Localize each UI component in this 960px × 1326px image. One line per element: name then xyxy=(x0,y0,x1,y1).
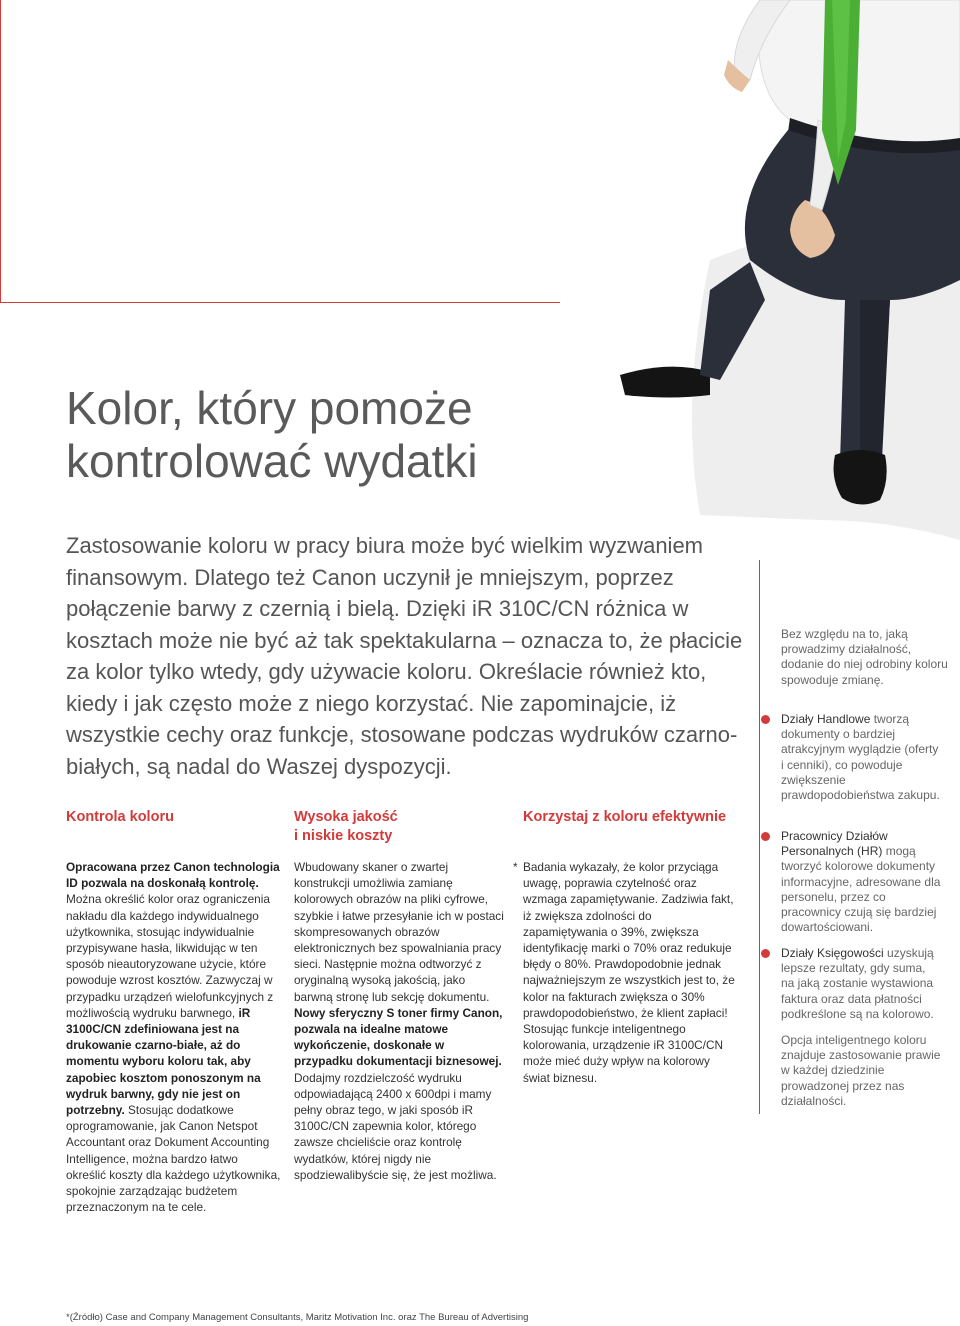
sidebar-intro: Bez względu na to, jaką prowadzimy działalność, dodanie do niej odrobiny koloru spowoduje zmianę. xyxy=(781,627,948,687)
bullet-icon xyxy=(761,715,770,724)
column-body-text: Stosując dodatkowe oprogramowanie, jak Canon Netspot Accountant oraz Dokument Accounting Intelligence, można bardzo łatwo określić koszty dla każdego użytkownika, spokojnie zarządzając budżetem przeznaczonym na te cele. xyxy=(66,1103,281,1215)
sidebar-item-text: uzyskują lepsze rezultaty, gdy suma, na jaką zostanie wystawiona faktura oraz data płatności podkreślone są na kolorowo. xyxy=(781,946,934,1021)
column-body-text: Można określić kolor oraz ograniczenia nakładu dla każdego indywidualnego użytkownika, stosując indywidualnie przypisywane hasła, likwidując w ten sposób nieautoryzowane użycie, które powoduje wzrost kosztów. Zazwyczaj w przypadku urządzeń wielofunkcyjnych z możliwością wydruku barwnego, xyxy=(66,892,274,1020)
sidebar-item-text: mogą tworzyć kolorowe dokumenty informacyjne, adresowane dla personelu, przez co pracownicy czują się bardziej dowartościowani. xyxy=(781,844,941,935)
column-heading-quality-cost xyxy=(294,808,504,846)
sidebar-outro: Opcja inteligentnego koloru znajduje zastosowanie prawie w każdej dziedzinie prowadzonej przez nas działalności. xyxy=(781,1033,941,1108)
page-title xyxy=(66,382,706,488)
heading-line-2: i niskie koszty xyxy=(294,828,393,844)
column-heading-effective-color: Korzystaj z koloru efektywnie xyxy=(523,809,727,825)
column-heading-color-control: Kontrola koloru xyxy=(66,809,174,825)
sidebar-item-title: Pracownicy Działów Personalnych (HR) xyxy=(781,829,888,859)
bullet-icon xyxy=(761,832,770,841)
lead-paragraph: Zastosowanie koloru w pracy biura może być wielkim wyzwaniem finansowym. Dlatego też Canon uczynił je mniejszym, poprzez połączenie barwy z czernią i bielą. Dzięki iR 310C/CN różnica w kosztach może nie być aż tak spektakularna – oznacza to, że płacicie za kolor tylko wtedy, gdy używacie koloru. Określacie również kto, kiedy i jak często może z niego korzystać. Nie zapominajcie, iż wszystkie cechy oraz funkcje, stosowane podczas wydruków czarno-białych, są nadal do Waszej dyspozycji. xyxy=(66,533,743,779)
column-bold-text: iR 3100C/CN zdefiniowana jest na drukowanie czarno-białe, aż do momentu wyboru koloru tak, aby zapobiec kosztom ponoszonym na wydruk barwny, gdy nie jest on potrzebny. xyxy=(66,1005,261,1118)
column-body-text: Dodajmy rozdzielczość wydruku odpowiadającą 2400 x 600dpi i mamy pełny obraz tego, w jaki sposób iR 3100C/CN zapewnia kolor, którego zawsze chcieliście oraz kontrolę wydatków, której nigdy nie spodziewalibyście się, że jest możliwa. xyxy=(294,1070,497,1182)
bullet-icon xyxy=(761,949,770,958)
column-body-text: Wbudowany skaner o zwartej konstrukcji umożliwia zamianę kolorowych obrazów na pliki cyfrowe, szybkie i łatwe przesyłanie ich w postaci skompresowanych obrazów elektronicznych bez spowalniania pracy sieci. Następnie można odtworzyć z oryginalną wysoką jakością, jako barwną stronę lub sekcję dokumentu. xyxy=(294,860,504,1004)
footnote-marker: * xyxy=(513,860,518,874)
column-body-text: Badania wykazały, że kolor przyciąga uwagę, poprawia czytelność oraz wzmaga zapamiętywanie. Zadziwia fakt, iż zwiększa zdolności do zapamiętywania o 39%, zwiększa identyfikację marki o 70% oraz redukuje błędy o 80%. Prawdopodobnie jednak najważniejszym ze wszystkich jest to, że kolor na fakturach zwiększa o 30% prawdopodobieństwo, że klient zapłaci! Stosując funkcje inteligentnego kolorowania, urządzenie iR 3100C/CN może mieć duży wpływ na kolorowy świat biznesu. xyxy=(523,860,735,1085)
footnote: *(Źródło) Case and Company Management Consultants, Maritz Motivation Inc. oraz The Bureau of Advertising xyxy=(66,1312,529,1323)
frame-line-left xyxy=(0,0,1,302)
column-text-quality-cost xyxy=(294,859,506,1183)
column-text-effective-color xyxy=(513,859,738,1086)
column-text-color-control xyxy=(66,859,281,1215)
heading-line-1: Wysoka jakość xyxy=(294,809,398,825)
sidebar-item-title: Działy Księgowości xyxy=(781,946,884,960)
sidebar-item-title: Działy Handlowe xyxy=(781,712,871,726)
sidebar-item-sales xyxy=(781,712,941,803)
sidebar-item-accounting xyxy=(781,946,941,1022)
column-bold-text: Nowy sferyczny S toner firmy Canon, pozwala na idealne matowe wykończenie, doskonałe w przypadku dokumentacji biznesowej. xyxy=(294,1005,503,1069)
title-line-2: kontrolować wydatki xyxy=(66,435,478,487)
title-line-1: Kolor, który pomoże xyxy=(66,382,473,434)
sidebar-item-hr xyxy=(781,829,941,935)
column-bold-text: Opracowana przez Canon technologia ID pozwala na doskonałą kontrolę. xyxy=(66,860,280,891)
sidebar-item-text: tworzą dokumenty o bardziej atrakcyjnym wyglądzie (oferty i cenniki), co powoduje zwiększenie prawdopodobieństwa zakupu. xyxy=(781,712,940,803)
